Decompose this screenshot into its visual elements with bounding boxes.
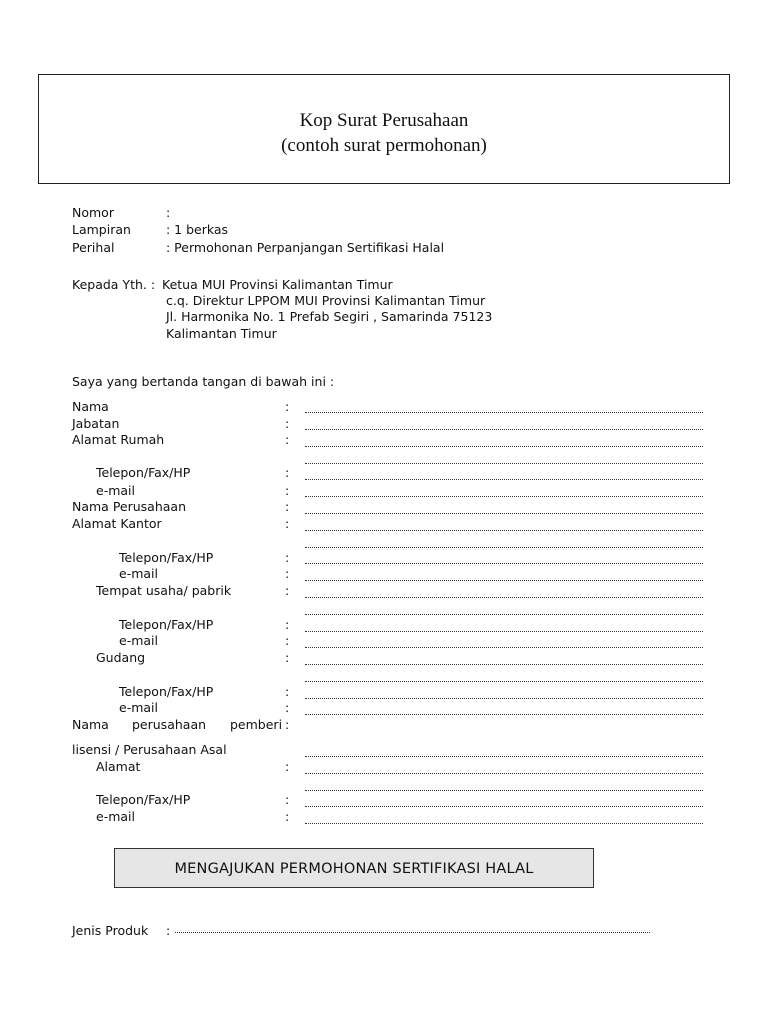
tempat-usaha-fill-line[interactable]	[305, 597, 703, 598]
colon: :	[285, 432, 290, 447]
email-gudang-label: e-mail	[119, 700, 158, 715]
nomor-value: :	[166, 205, 171, 220]
recipient-line1: Ketua MUI Provinsi Kalimantan Timur	[162, 277, 393, 292]
colon: :	[285, 516, 290, 531]
colon: :	[285, 416, 290, 431]
telepon-kantor-fill-line[interactable]	[305, 563, 703, 564]
nama-perusahaan-label: Nama Perusahaan	[72, 499, 187, 514]
request-banner: MENGAJUKAN PERMOHONAN SERTIFIKASI HALAL	[114, 848, 594, 888]
colon: :	[285, 566, 290, 581]
intro-text: Saya yang bertanda tangan di bawah ini :	[72, 374, 335, 389]
pemberi-word-2: perusahaan	[132, 717, 207, 732]
alamat-asal-fill-line[interactable]	[305, 773, 703, 774]
jenis-produk-fill-line[interactable]	[175, 932, 650, 933]
telepon-rumah-fill-line[interactable]	[305, 479, 703, 480]
gudang-fill-line[interactable]	[305, 664, 703, 665]
email-usaha-label: e-mail	[119, 633, 158, 648]
nama-fill-line[interactable]	[305, 412, 703, 413]
colon: :	[285, 650, 290, 665]
lampiran-label: Lampiran	[72, 222, 131, 237]
colon: :	[285, 717, 290, 732]
alamat-kantor-fill-line[interactable]	[305, 530, 703, 531]
tempat-usaha-label: Tempat usaha/ pabrik	[96, 583, 232, 598]
alamat-kantor-label: Alamat Kantor	[72, 516, 162, 531]
recipient-label: Kepada Yth. :	[72, 277, 156, 292]
alamat-rumah-fill-line[interactable]	[305, 446, 703, 447]
telepon-asal-label: Telepon/Fax/HP	[96, 792, 191, 807]
email-asal-label: e-mail	[96, 809, 135, 824]
tempat-usaha-fill-line-2[interactable]	[305, 614, 703, 615]
gudang-fill-line-2[interactable]	[305, 681, 703, 682]
colon: :	[285, 700, 290, 715]
nomor-label: Nomor	[72, 205, 114, 220]
telepon-gudang-label: Telepon/Fax/HP	[119, 684, 214, 699]
telepon-usaha-label: Telepon/Fax/HP	[119, 617, 214, 632]
email-usaha-fill-line[interactable]	[305, 647, 703, 648]
letterhead-title: Kop Surat Perusahaan	[299, 110, 469, 131]
telepon-kantor-label: Telepon/Fax/HP	[119, 550, 214, 565]
colon: :	[285, 809, 290, 824]
lampiran-value: : 1 berkas	[166, 222, 229, 237]
alamat-asal-fill-line-2[interactable]	[305, 790, 703, 791]
email-kantor-fill-line[interactable]	[305, 580, 703, 581]
jabatan-fill-line[interactable]	[305, 429, 703, 430]
colon: :	[285, 617, 290, 632]
colon: :	[285, 759, 290, 774]
jabatan-label: Jabatan	[72, 416, 120, 431]
email-gudang-fill-line[interactable]	[305, 714, 703, 715]
jenis-produk-label: Jenis Produk	[72, 923, 149, 938]
recipient-line3: Jl. Harmonika No. 1 Prefab Segiri , Samarinda 75123	[166, 309, 493, 324]
telepon-asal-fill-line[interactable]	[305, 806, 703, 807]
alamat-rumah-fill-line-2[interactable]	[305, 463, 703, 464]
pemberi-word-1: Nama	[72, 717, 109, 732]
colon: :	[285, 499, 290, 514]
letterhead-box	[38, 74, 730, 184]
telepon-rumah-label: Telepon/Fax/HP	[96, 465, 191, 480]
alamat-asal-label: Alamat	[96, 759, 141, 774]
nama-perusahaan-fill-line[interactable]	[305, 513, 703, 514]
colon: :	[285, 465, 290, 480]
colon: :	[285, 483, 290, 498]
telepon-gudang-fill-line[interactable]	[305, 698, 703, 699]
telepon-usaha-fill-line[interactable]	[305, 631, 703, 632]
email-rumah-label: e-mail	[96, 483, 135, 498]
colon: :	[285, 399, 290, 414]
nama-label: Nama	[72, 399, 109, 414]
alamat-rumah-label: Alamat Rumah	[72, 432, 165, 447]
perihal-value: : Permohonan Perpanjangan Sertifikasi Halal	[166, 240, 445, 255]
gudang-label: Gudang	[96, 650, 146, 665]
colon: :	[285, 684, 290, 699]
colon: :	[285, 583, 290, 598]
pemberi-word-3: pemberi	[230, 717, 283, 732]
recipient-line2: c.q. Direktur LPPOM MUI Provinsi Kalimantan Timur	[166, 293, 486, 308]
pemberi-line-2: lisensi / Perusahaan Asal	[72, 742, 227, 757]
email-rumah-fill-line[interactable]	[305, 496, 703, 497]
jenis-produk-colon: :	[166, 923, 171, 938]
colon: :	[285, 550, 290, 565]
perihal-label: Perihal	[72, 240, 115, 255]
alamat-kantor-fill-line-2[interactable]	[305, 547, 703, 548]
colon: :	[285, 633, 290, 648]
email-asal-fill-line[interactable]	[305, 823, 703, 824]
pemberi-fill-line[interactable]	[305, 756, 703, 757]
letterhead-subtitle: (contoh surat permohonan)	[281, 135, 487, 156]
recipient-line4: Kalimantan Timur	[166, 326, 277, 341]
email-kantor-label: e-mail	[119, 566, 158, 581]
colon: :	[285, 792, 290, 807]
